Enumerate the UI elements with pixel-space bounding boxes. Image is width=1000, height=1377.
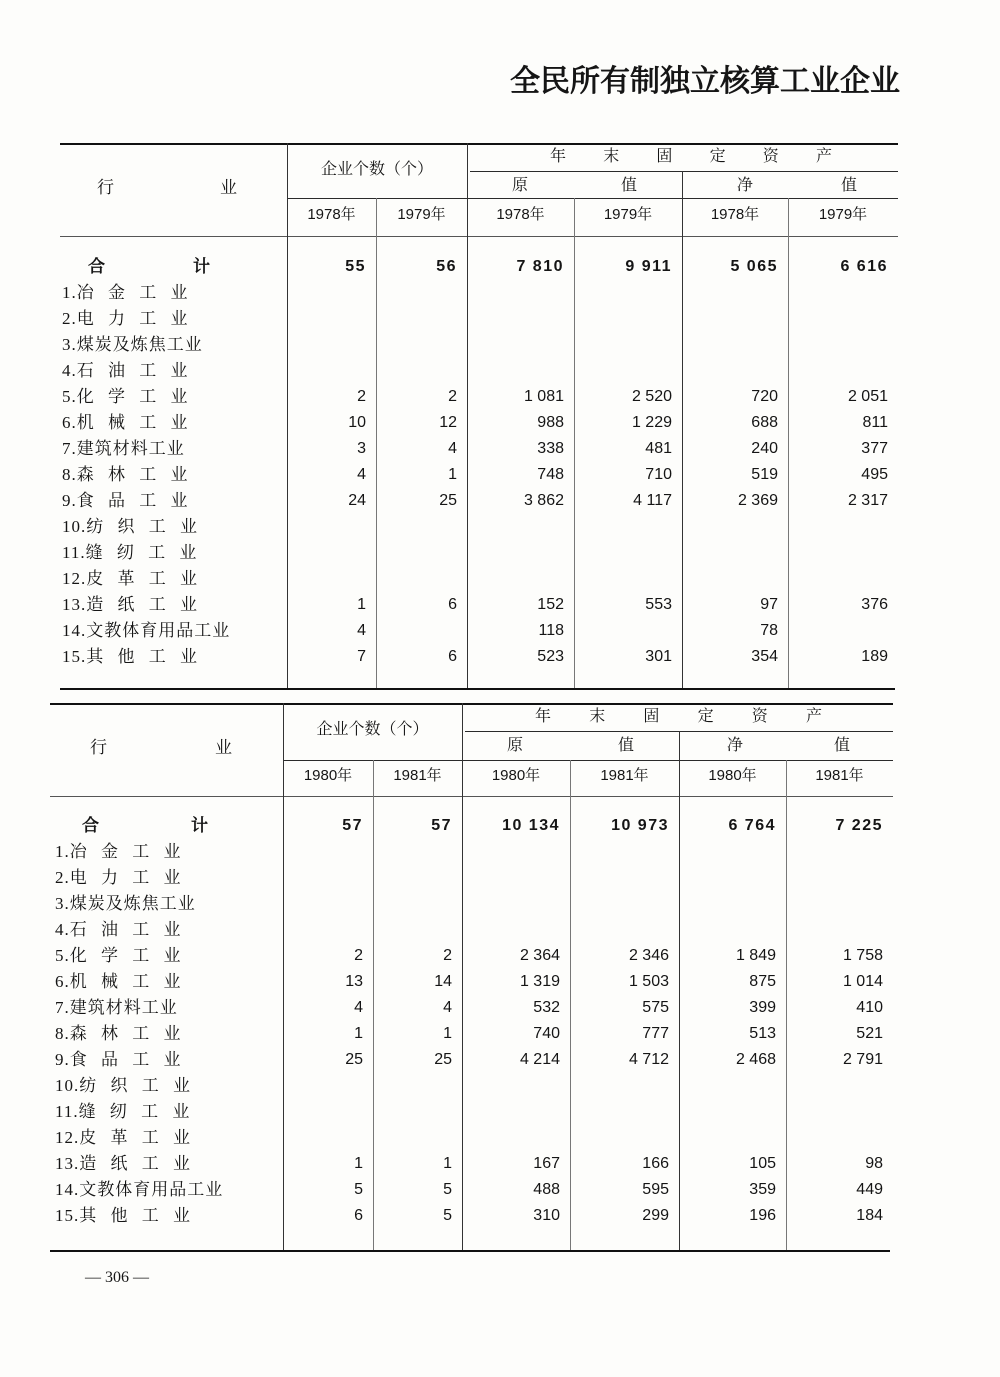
- industry-label: 2.电 力 工 业: [55, 868, 182, 887]
- enterprise-count-cell-second-year: 25: [434, 1051, 452, 1068]
- original-value-header: 原 值: [507, 737, 634, 754]
- original-value-cell-second-year: 1 503: [628, 973, 669, 990]
- industry-label: 12.皮 革 工 业: [62, 569, 198, 588]
- net-value-cell-second-year: 98: [865, 1155, 883, 1172]
- assets-header-rule: [470, 171, 898, 172]
- table-row: [60, 384, 898, 410]
- year-header: 1978年: [496, 206, 545, 223]
- table-row: [50, 1099, 893, 1125]
- original-value-cell-first-year: 740: [533, 1025, 560, 1042]
- enterprise-count-cell-second-year: 5: [443, 1181, 452, 1198]
- enterprise-count-cell-first-year: 1: [357, 596, 366, 613]
- enterprise-count-cell-first-year: 1: [354, 1155, 363, 1172]
- table-row: [60, 540, 898, 566]
- total-row: [60, 254, 898, 280]
- table-1978-1979: [60, 143, 898, 690]
- net-value-cell-second-year: 495: [861, 466, 888, 483]
- enterprise-count-cell-second-year: 25: [439, 492, 457, 509]
- table-row: [50, 995, 893, 1021]
- table-row: [60, 332, 898, 358]
- original-value-cell-first-year: 310: [533, 1207, 560, 1224]
- net-value-cell-first-year: 720: [751, 388, 778, 405]
- net-value-cell-second-year: 1 014: [842, 973, 883, 990]
- original-value-cell-second-year: 553: [645, 596, 672, 613]
- original-value-cell-second-year: 10 973: [611, 817, 669, 834]
- original-value-cell-first-year: 3 862: [523, 492, 564, 509]
- industry-label: 11.缝 纫 工 业: [55, 1102, 191, 1121]
- net-value-cell-second-year: 410: [856, 999, 883, 1016]
- industry-label: 10.纺 织 工 业: [62, 517, 198, 536]
- net-value-cell-first-year: 97: [760, 596, 778, 613]
- net-value-cell-first-year: 5 065: [730, 258, 778, 275]
- year-end-fixed-assets-header: 年 末 固 定 资 产: [550, 148, 832, 165]
- year-header: 1980年: [491, 767, 541, 784]
- net-value-cell-second-year: 377: [861, 440, 888, 457]
- enterprise-count-cell-second-year: 2: [443, 947, 452, 964]
- net-value-cell-second-year: 7 225: [835, 817, 883, 834]
- original-value-cell-second-year: 2 520: [631, 388, 672, 405]
- table-top-rule: [50, 703, 893, 705]
- table-row: [60, 566, 898, 592]
- enterprise-count-cell-second-year: 14: [434, 973, 452, 990]
- year-header: 1979年: [397, 206, 446, 223]
- table-row: [50, 1203, 893, 1229]
- net-value-cell-first-year: 875: [749, 973, 776, 990]
- enterprise-count-cell-first-year: 2: [357, 388, 366, 405]
- table-row: [60, 514, 898, 540]
- enterprise-count-cell-first-year: 6: [354, 1207, 363, 1224]
- table-row: [60, 358, 898, 384]
- subheader-rule: [283, 760, 893, 761]
- enterprise-count-cell-first-year: 57: [342, 817, 363, 834]
- original-value-cell-first-year: 988: [537, 414, 564, 431]
- net-value-cell-first-year: 519: [751, 466, 778, 483]
- enterprise-count-cell-first-year: 4: [357, 622, 366, 639]
- year-header: 1981年: [815, 767, 864, 784]
- industry-label: 12.皮 革 工 业: [55, 1128, 191, 1147]
- enterprise-count-cell-first-year: 2: [354, 947, 363, 964]
- original-value-cell-first-year: 532: [533, 999, 560, 1016]
- net-value-header: 净 值: [727, 737, 850, 754]
- enterprise-count-cell-second-year: 12: [439, 414, 457, 431]
- industry-label: 13.造 纸 工 业: [55, 1154, 191, 1173]
- industry-label: 1.冶 金 工 业: [62, 283, 189, 302]
- original-value-cell-first-year: 338: [537, 440, 564, 457]
- enterprise-count-cell-second-year: 1: [448, 466, 457, 483]
- table-row: [50, 865, 893, 891]
- net-value-cell-first-year: 513: [749, 1025, 776, 1042]
- table-row: [60, 644, 898, 670]
- table-row: [50, 1073, 893, 1099]
- industry-label: 14.文教体育用品工业: [55, 1180, 224, 1199]
- header-bottom-rule: [50, 796, 893, 797]
- table-row: [60, 462, 898, 488]
- industry-label: 2.电 力 工 业: [62, 309, 189, 328]
- original-value-cell-first-year: 10 134: [502, 817, 560, 834]
- industry-label: 6.机 械 工 业: [55, 972, 182, 991]
- industry-label: 9.食 品 工 业: [62, 491, 189, 510]
- original-value-cell-first-year: 748: [537, 466, 564, 483]
- industry-column-header: 行 业: [90, 738, 232, 757]
- total-label: 合 计: [82, 816, 208, 835]
- year-header: 1979年: [818, 206, 868, 223]
- year-header: 1981年: [600, 767, 649, 784]
- enterprise-count-cell-first-year: 24: [348, 492, 366, 509]
- industry-label: 13.造 纸 工 业: [62, 595, 198, 614]
- year-header: 1980年: [303, 767, 353, 784]
- net-value-cell-first-year: 196: [749, 1207, 776, 1224]
- original-value-cell-second-year: 9 911: [625, 258, 672, 275]
- total-row: [50, 813, 893, 839]
- net-value-cell-second-year: 521: [856, 1025, 883, 1042]
- original-value-cell-first-year: 118: [538, 622, 564, 639]
- year-header: 1978年: [710, 206, 760, 223]
- industry-label: 1.冶 金 工 业: [55, 842, 182, 861]
- original-value-cell-second-year: 595: [642, 1181, 669, 1198]
- enterprise-count-cell-first-year: 4: [354, 999, 363, 1016]
- industry-label: 3.煤炭及炼焦工业: [55, 894, 196, 913]
- page-title: 全民所有制独立核算工业企业: [510, 64, 900, 99]
- net-value-cell-second-year: 2 317: [847, 492, 888, 509]
- net-value-cell-first-year: 240: [751, 440, 778, 457]
- table-row: [50, 943, 893, 969]
- enterprise-count-cell-second-year: 6: [448, 596, 457, 613]
- original-value-cell-second-year: 301: [645, 648, 672, 665]
- enterprise-count-cell-second-year: 56: [436, 258, 457, 275]
- net-value-cell-second-year: 811: [862, 414, 888, 431]
- net-value-cell-second-year: 2 791: [842, 1051, 883, 1068]
- net-value-cell-first-year: 78: [760, 622, 778, 639]
- industry-label: 5.化 学 工 业: [55, 946, 182, 965]
- industry-label: 8.森 林 工 业: [62, 465, 189, 484]
- industry-label: 6.机 械 工 业: [62, 413, 189, 432]
- original-value-cell-first-year: 523: [537, 648, 564, 665]
- year-end-fixed-assets-header: 年 末 固 定 资 产: [535, 708, 822, 725]
- net-value-cell-first-year: 6 764: [728, 817, 776, 834]
- original-value-cell-second-year: 4 117: [633, 492, 672, 509]
- table-row: [50, 969, 893, 995]
- industry-label: 7.建筑材料工业: [55, 998, 178, 1017]
- enterprise-count-cell-first-year: 25: [345, 1051, 363, 1068]
- industry-label: 11.缝 纫 工 业: [62, 543, 198, 562]
- net-value-cell-first-year: 1 849: [735, 947, 776, 964]
- enterprise-count-header: 企业个数（个）: [320, 161, 433, 178]
- original-value-cell-first-year: 488: [533, 1181, 560, 1198]
- table-bottom-rule: [60, 688, 895, 690]
- original-value-cell-second-year: 2 346: [628, 947, 669, 964]
- original-value-cell-first-year: 167: [533, 1155, 560, 1172]
- original-value-cell-second-year: 1 229: [631, 414, 672, 431]
- table-1980-1981: [50, 703, 893, 1252]
- enterprise-count-cell-first-year: 3: [357, 440, 366, 457]
- table-row: [60, 618, 898, 644]
- year-header: 1981年: [393, 767, 442, 784]
- industry-label: 15.其 他 工 业: [62, 647, 198, 666]
- industry-label: 7.建筑材料工业: [62, 439, 185, 458]
- table-row: [60, 306, 898, 332]
- original-value-cell-second-year: 710: [645, 466, 672, 483]
- enterprise-count-cell-second-year: 4: [443, 999, 452, 1016]
- net-value-cell-first-year: 359: [749, 1181, 776, 1198]
- enterprise-count-cell-first-year: 4: [357, 466, 366, 483]
- enterprise-count-cell-first-year: 13: [345, 973, 363, 990]
- page-number: — 306 —: [85, 1269, 149, 1286]
- industry-label: 15.其 他 工 业: [55, 1206, 191, 1225]
- enterprise-count-cell-second-year: 5: [443, 1207, 452, 1224]
- table-bottom-rule: [50, 1250, 890, 1252]
- header-bottom-rule: [60, 236, 898, 237]
- table-row: [60, 592, 898, 618]
- industry-label: 3.煤炭及炼焦工业: [62, 335, 203, 354]
- table-body: [50, 813, 893, 1229]
- original-value-cell-second-year: 4 712: [628, 1051, 669, 1068]
- industry-column-header: 行 业: [97, 178, 237, 197]
- table-row: [50, 1177, 893, 1203]
- enterprise-count-cell-second-year: 6: [448, 648, 457, 665]
- table-row: [60, 410, 898, 436]
- net-value-cell-second-year: 189: [861, 648, 888, 665]
- year-header: 1979年: [603, 206, 653, 223]
- original-value-cell-first-year: 1 319: [519, 973, 560, 990]
- table-row: [50, 1151, 893, 1177]
- enterprise-count-cell-second-year: 1: [443, 1155, 452, 1172]
- table-row: [50, 1021, 893, 1047]
- enterprise-count-cell-second-year: 2: [448, 388, 457, 405]
- industry-label: 9.食 品 工 业: [55, 1050, 182, 1069]
- original-value-cell-first-year: 2 364: [519, 947, 560, 964]
- net-value-header: 净 值: [737, 177, 857, 194]
- enterprise-count-cell-first-year: 55: [345, 258, 366, 275]
- industry-label: 10.纺 织 工 业: [55, 1076, 191, 1095]
- original-value-cell-second-year: 166: [642, 1155, 669, 1172]
- enterprise-count-cell-first-year: 5: [354, 1181, 363, 1198]
- net-value-cell-first-year: 105: [749, 1155, 776, 1172]
- table-body: [60, 254, 898, 670]
- industry-label: 4.石 油 工 业: [55, 920, 182, 939]
- original-value-cell-second-year: 575: [642, 999, 669, 1016]
- net-value-cell-second-year: 376: [861, 596, 888, 613]
- table-row: [60, 280, 898, 306]
- original-value-cell-second-year: 481: [645, 440, 672, 457]
- industry-label: 8.森 林 工 业: [55, 1024, 182, 1043]
- year-header: 1978年: [307, 206, 356, 223]
- table-row: [50, 1047, 893, 1073]
- enterprise-count-cell-first-year: 7: [357, 648, 366, 665]
- industry-label: 14.文教体育用品工业: [62, 621, 231, 640]
- industry-label: 5.化 学 工 业: [62, 387, 189, 406]
- net-value-cell-second-year: 449: [856, 1181, 883, 1198]
- net-value-cell-second-year: 2 051: [847, 388, 888, 405]
- original-value-cell-first-year: 4 214: [519, 1051, 560, 1068]
- enterprise-count-header: 企业个数（个）: [316, 721, 429, 738]
- table-row: [60, 436, 898, 462]
- enterprise-count-cell-second-year: 4: [448, 440, 457, 457]
- table-row: [50, 917, 893, 943]
- net-value-cell-second-year: 1 758: [842, 947, 883, 964]
- net-value-cell-first-year: 688: [751, 414, 778, 431]
- net-value-cell-second-year: 6 616: [840, 258, 888, 275]
- original-value-cell-second-year: 299: [642, 1207, 669, 1224]
- original-value-cell-second-year: 777: [642, 1025, 669, 1042]
- year-header: 1980年: [708, 767, 757, 784]
- net-value-cell-first-year: 2 468: [735, 1051, 776, 1068]
- net-value-cell-first-year: 399: [749, 999, 776, 1016]
- table-row: [50, 1125, 893, 1151]
- net-value-cell-second-year: 184: [856, 1207, 883, 1224]
- original-value-cell-first-year: 152: [537, 596, 564, 613]
- enterprise-count-cell-first-year: 1: [354, 1025, 363, 1042]
- enterprise-count-cell-first-year: 10: [348, 414, 366, 431]
- subheader-rule: [287, 198, 898, 199]
- original-value-cell-first-year: 7 810: [516, 258, 564, 275]
- table-row: [50, 839, 893, 865]
- net-value-cell-first-year: 354: [751, 648, 778, 665]
- enterprise-count-cell-second-year: 1: [443, 1025, 452, 1042]
- table-row: [60, 488, 898, 514]
- original-value-header: 原 值: [512, 177, 637, 194]
- net-value-cell-first-year: 2 369: [737, 492, 778, 509]
- enterprise-count-cell-second-year: 57: [431, 817, 452, 834]
- industry-label: 4.石 油 工 业: [62, 361, 189, 380]
- table-top-rule: [60, 143, 898, 145]
- total-label: 合 计: [88, 257, 210, 276]
- table-row: [50, 891, 893, 917]
- original-value-cell-first-year: 1 081: [523, 388, 564, 405]
